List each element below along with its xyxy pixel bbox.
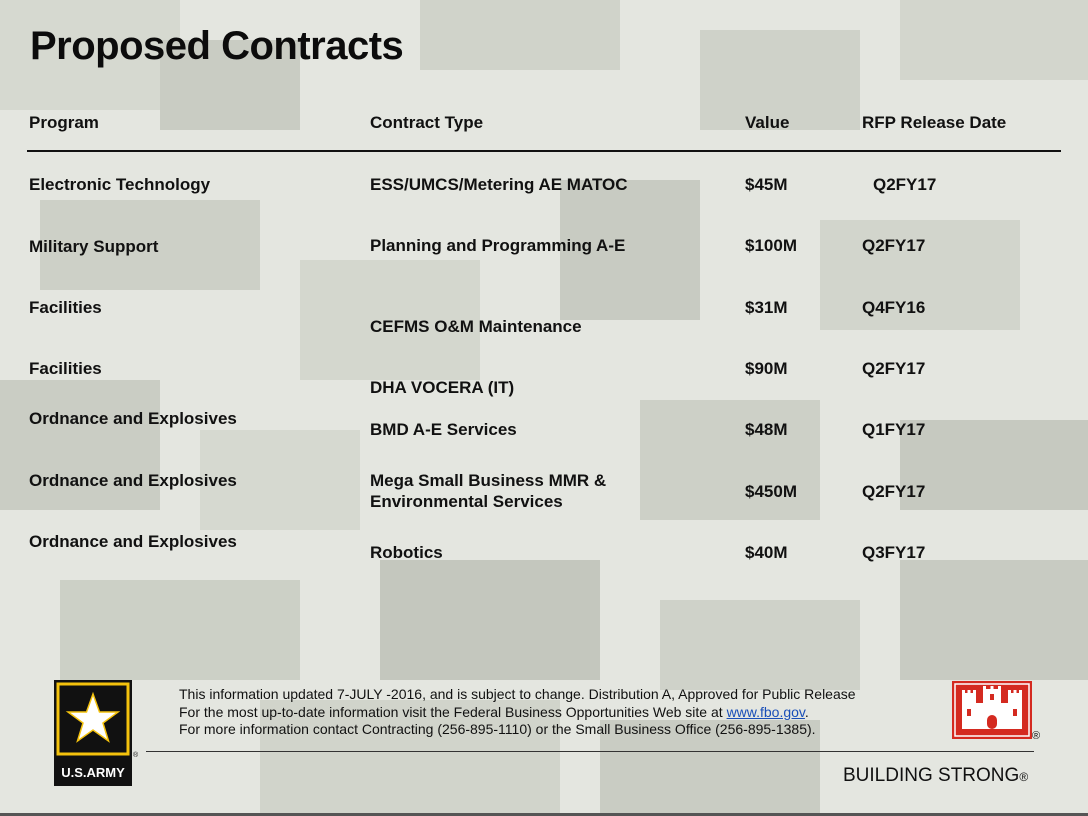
cell-value: $90M [745, 359, 788, 378]
cell-rfp-release-date: Q4FY16 [862, 298, 926, 317]
cell-program: Facilities [29, 359, 102, 378]
cell-program: Ordnance and Explosives [29, 471, 237, 490]
svg-text:U.S.ARMY: U.S.ARMY [61, 765, 125, 780]
footer-notice [179, 686, 856, 739]
cell-value: $40M [745, 543, 788, 562]
footer-divider [146, 751, 1034, 752]
footer-fbo-prefix: For the most up-to-date information visit the Federal Business Opportunities Web site at [179, 703, 727, 720]
us-army-logo [54, 680, 132, 786]
cell-rfp-release-date: Q3FY17 [862, 543, 926, 562]
cell-rfp-release-date: Q1FY17 [862, 420, 926, 439]
cell-contract-type: DHA VOCERA (IT) [370, 378, 515, 397]
cell-value: $450M [745, 482, 797, 501]
footer-line-contact: For more information contact Contracting (256-895-1110) or the Small Business Office (256-895-1385). [179, 721, 816, 737]
cell-contract-type: Planning and Programming A-E [370, 236, 626, 255]
cell-value: $31M [745, 298, 788, 317]
column-header-value: Value [745, 113, 790, 132]
column-header-program: Program [29, 113, 99, 132]
cell-program: Military Support [29, 237, 159, 256]
army-trademark: ® [133, 752, 139, 759]
cell-contract-type: Robotics [370, 543, 443, 562]
cell-value: $100M [745, 236, 797, 255]
cell-value: $45M [745, 175, 788, 194]
column-header-rfp-release-date: RFP Release Date [862, 113, 1007, 132]
cell-rfp-release-date: Q2FY17 [862, 482, 926, 501]
building-strong-tagline [843, 765, 1028, 787]
cell-program: Facilities [29, 298, 102, 317]
cell-rfp-release-date: Q2FY17 [862, 359, 926, 378]
cell-rfp-release-date: Q2FY17 [862, 236, 926, 255]
tagline-registered-mark: ® [1019, 770, 1029, 784]
cell-rfp-release-date: Q2FY17 [873, 175, 937, 194]
cell-contract-type [370, 470, 606, 512]
footer-line-fbo [179, 704, 856, 722]
slide-title: Proposed Contracts [30, 24, 404, 68]
cell-contract-type: BMD A-E Services [370, 420, 517, 439]
column-header-contract-type: Contract Type [370, 113, 484, 132]
cell-program: Ordnance and Explosives [29, 532, 237, 551]
cell-contract-type: ESS/UMCS/Metering AE MATOC [370, 175, 628, 194]
cell-value: $48M [745, 420, 788, 439]
footer-fbo-suffix: . [804, 703, 809, 720]
cell-program: Electronic Technology [29, 175, 211, 194]
usace-registered-mark: ® [1032, 730, 1041, 742]
header-divider [27, 150, 1061, 152]
cell-contract-type-line: Mega Small Business MMR & [370, 471, 607, 490]
fbo-link[interactable]: www.fbo.gov [726, 703, 805, 720]
cell-program: Ordnance and Explosives [29, 409, 237, 428]
cell-contract-type: CEFMS O&M Maintenance [370, 317, 582, 336]
usace-castle-logo [952, 681, 1032, 739]
cell-contract-type-line: Environmental Services [370, 492, 563, 511]
footer-line-updated: This information updated 7-JULY -2016, and is subject to change. Distribution A, Approved for Public Release [179, 686, 856, 702]
tagline-text: BUILDING STRONG [843, 765, 1020, 786]
